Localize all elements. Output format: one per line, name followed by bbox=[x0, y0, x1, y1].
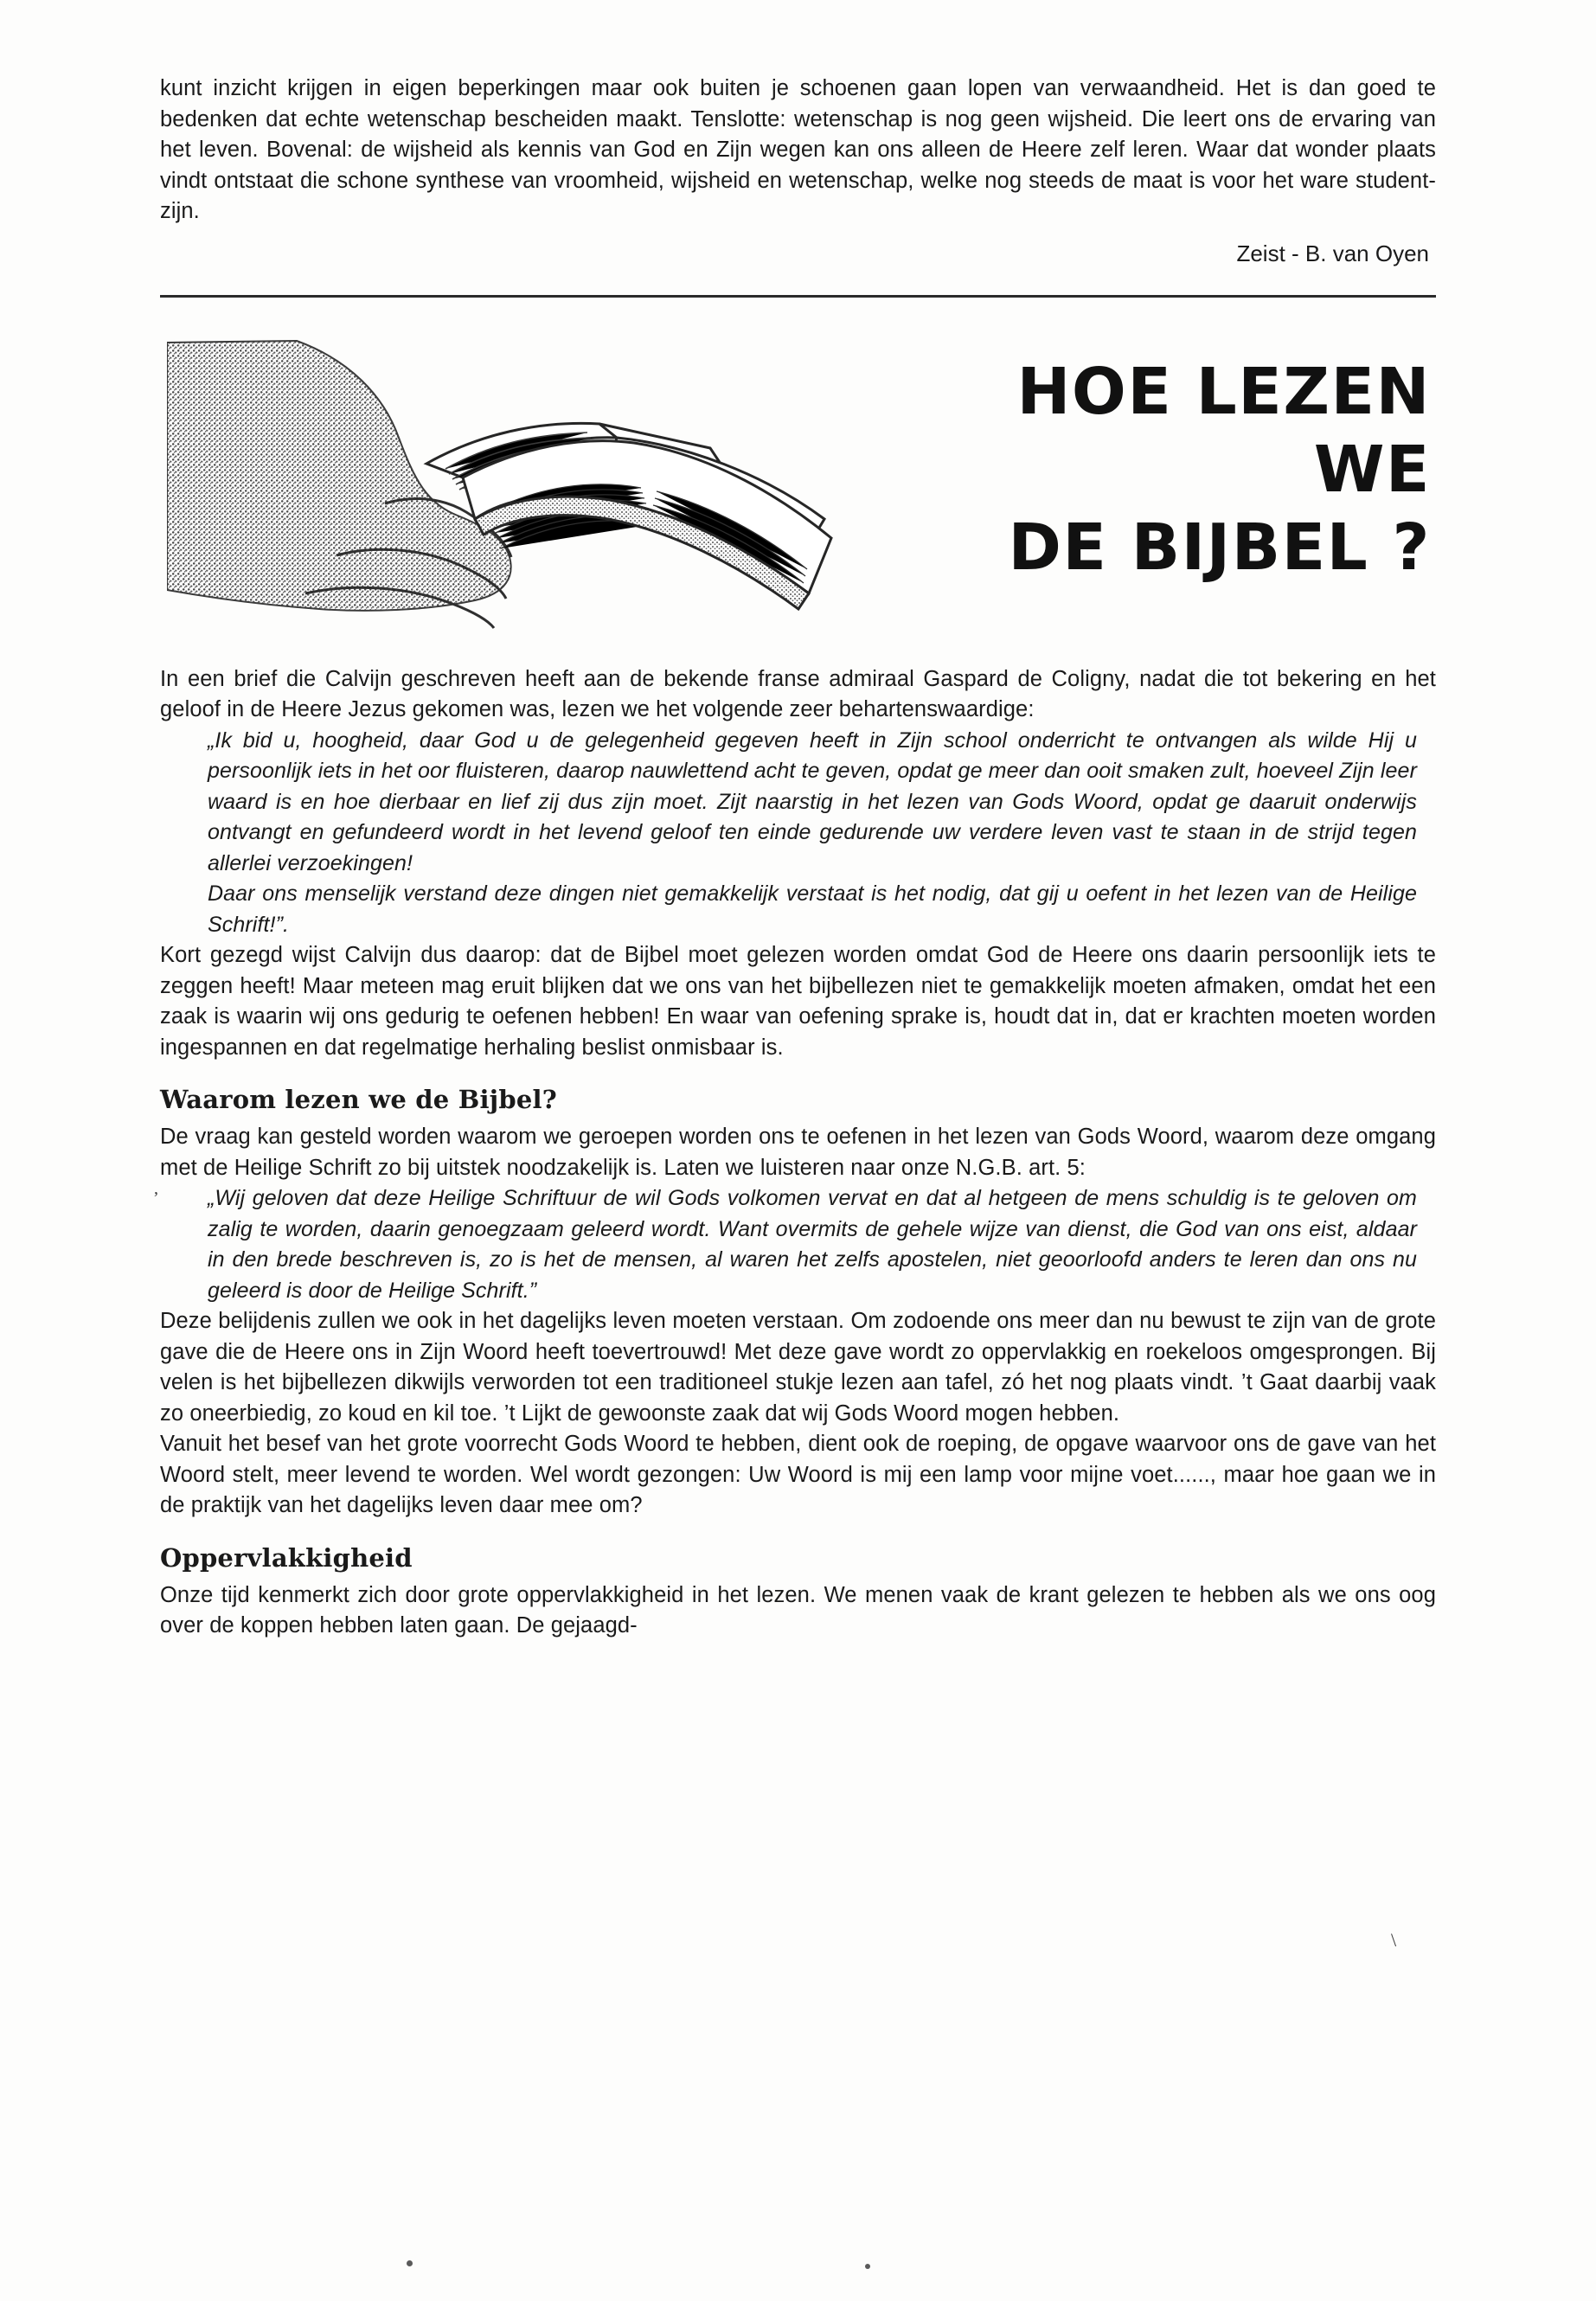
paragraph-three: Deze belijdenis zullen we ook in het dagelijks leven moeten verstaan. Om zodoende ons meer dan nu bewust te zijn van de grote gave die de Heere ons in Zijn Woord heeft toevertrouwd! Met deze gave wordt zo oppervlakkig en roekeloos omgesprongen. Bij velen is het bijbellezen dikwijls verworden tot een traditioneel stukje lezen aan tafel, zó het nog plaats vindt. ’t Gaat daarbij vaak zo oneerbiedig, zo koud en kil toe. ’t Lijkt de gewoonste zaak dat wij Gods Woord mogen hebben. bbox=[160, 1309, 1436, 1426]
scan-artifact-comma: , bbox=[154, 1179, 158, 1198]
page-content bbox=[160, 74, 1436, 1642]
article-title-line-3: DE BIJBEL ? bbox=[1008, 510, 1431, 585]
continuation-paragraph: kunt inzicht krijgen in eigen beperkingen maar ook buiten je schoenen gaan lopen van verwaandheid. Het is dan goed te bedenken dat echte wetenschap bescheiden maakt. Tenslotte: wetenschap is nog geen wijsheid. Die leert ons de ervaring van het leven. Bovenal: de wijsheid als kennis van God en Zijn wegen kan ons alleen de Heere zelf leren. Waar dat wonder plaats vindt ontstaat die schone synthese van vroomheid, wijsheid en wetenschap, welke nog steeds de maat is voor het ware student-zijn. bbox=[160, 76, 1436, 223]
scan-speck-left bbox=[407, 2260, 413, 2266]
paragraph-four: Vanuit het besef van het grote voorrecht Gods Woord te hebben, dient ook de roeping, de opgave waarvoor ons de gave van het Woord stelt, meer levend te worden. Wel wordt gezongen: Uw Woord is mij een lamp voor mijne voet......, maar hoe gaan we in de praktijk van het dagelijks leven daar mee om? bbox=[160, 1432, 1436, 1517]
bible-illustration bbox=[167, 334, 850, 654]
calvin-quote-part-2: Daar ons menselijk verstand deze dingen niet gemakkelijk verstaat is het nodig, dat gij u oefent in het lezen van de Heilige Schrift!”. bbox=[208, 881, 1417, 937]
article-title-line-2: WE bbox=[1313, 432, 1431, 507]
intro-paragraph: In een brief die Calvijn geschreven heeft aan de bekende franse admiraal Gaspard de Coligny, nadat die tot bekering en het geloof in de Heere Jezus gekomen was, lezen we het volgende zeer behartenswaardige: bbox=[160, 666, 1436, 721]
paragraph-five: Onze tijd kenmerkt zich door grote oppervlakkigheid in het lezen. We menen vaak de krant gelezen te hebben als we ons oog over de koppen hebben laten gaan. De gejaagd- bbox=[160, 1582, 1436, 1638]
paragraph-two: De vraag kan gesteld worden waarom we geroepen worden ons te oefenen in het lezen van Gods Woord, waarom deze omgang met de Heilige Schrift zo bij uitstek noodzakelijk is. Laten we luisteren naar onze N.G.B. art. 5: bbox=[160, 1125, 1436, 1180]
section-divider bbox=[160, 295, 1436, 298]
article-title-line-1: HOE LEZEN bbox=[1016, 354, 1431, 429]
paragraph-after-quote: Kort gezegd wijst Calvijn dus daarop: dat de Bijbel moet gelezen worden omdat God de Heere ons daarin persoonlijk iets te zeggen heeft! Maar meteen mag eruit blijken dat we ons van het bijbellezen niet te gemakkelijk moeten afmaken, omdat het een zaak is waarin wij ons gedurig te oefenen hebben! En waar van oefening sprake is, houdt dat in, dat er krachten moeten worden ingespannen en dat regelmatige herhaling beslist onmisbaar is. bbox=[160, 943, 1436, 1060]
article-masthead bbox=[160, 327, 1436, 664]
ngb-quote bbox=[208, 1183, 1417, 1306]
heading-oppervlakkigheid: Oppervlakkigheid bbox=[160, 1542, 413, 1573]
calvin-quote-part-1: „Ik bid u, hoogheid, daar God u de gelegenheid gegeven heeft in Zijn school onderricht te ontvangen als wilde Hij u persoonlijk iets in het oor fluisteren, daarop nauwlettend acht te geven, opdat ge meer dan ooit smaken zult, hoeveel Zijn leer waard is en hoe dierbaar en lief zij dus zijn moet. Zijt naarstig in het lezen van Gods Woord, opdat ge daaruit onderwijs ontvangt en gefundeerd wordt in het levend geloof ten einde gedurende uw verdere leven vast te staan in de strijd tegen allerlei verzoekingen! bbox=[208, 727, 1417, 875]
calvin-quote bbox=[208, 726, 1417, 941]
author-signature: Zeist - B. van Oyen bbox=[1236, 240, 1429, 266]
heading-waarom-lezen: Waarom lezen we de Bijbel? bbox=[160, 1085, 557, 1114]
ngb-quote-text: „Wij geloven dat deze Heilige Schriftuur de wil Gods volkomen vervat en dat al hetgeen de mens schuldig is te geloven om zalig te worden, daarin genoegzaam geleerd wordt. Want overmits de gehele wijze van dienst, die God van ons eist, aldaar in den brede beschreven is, zo is het de mensen, al waren het zelfs apostelen, niet geoorloofd anders te leren dan ons nu geleerd is door de Heilige Schrift.” bbox=[208, 1186, 1417, 1303]
scan-speck-right bbox=[865, 2264, 870, 2269]
scan-artifact-mark: \ bbox=[1391, 1929, 1397, 1951]
article-title bbox=[946, 353, 1431, 586]
